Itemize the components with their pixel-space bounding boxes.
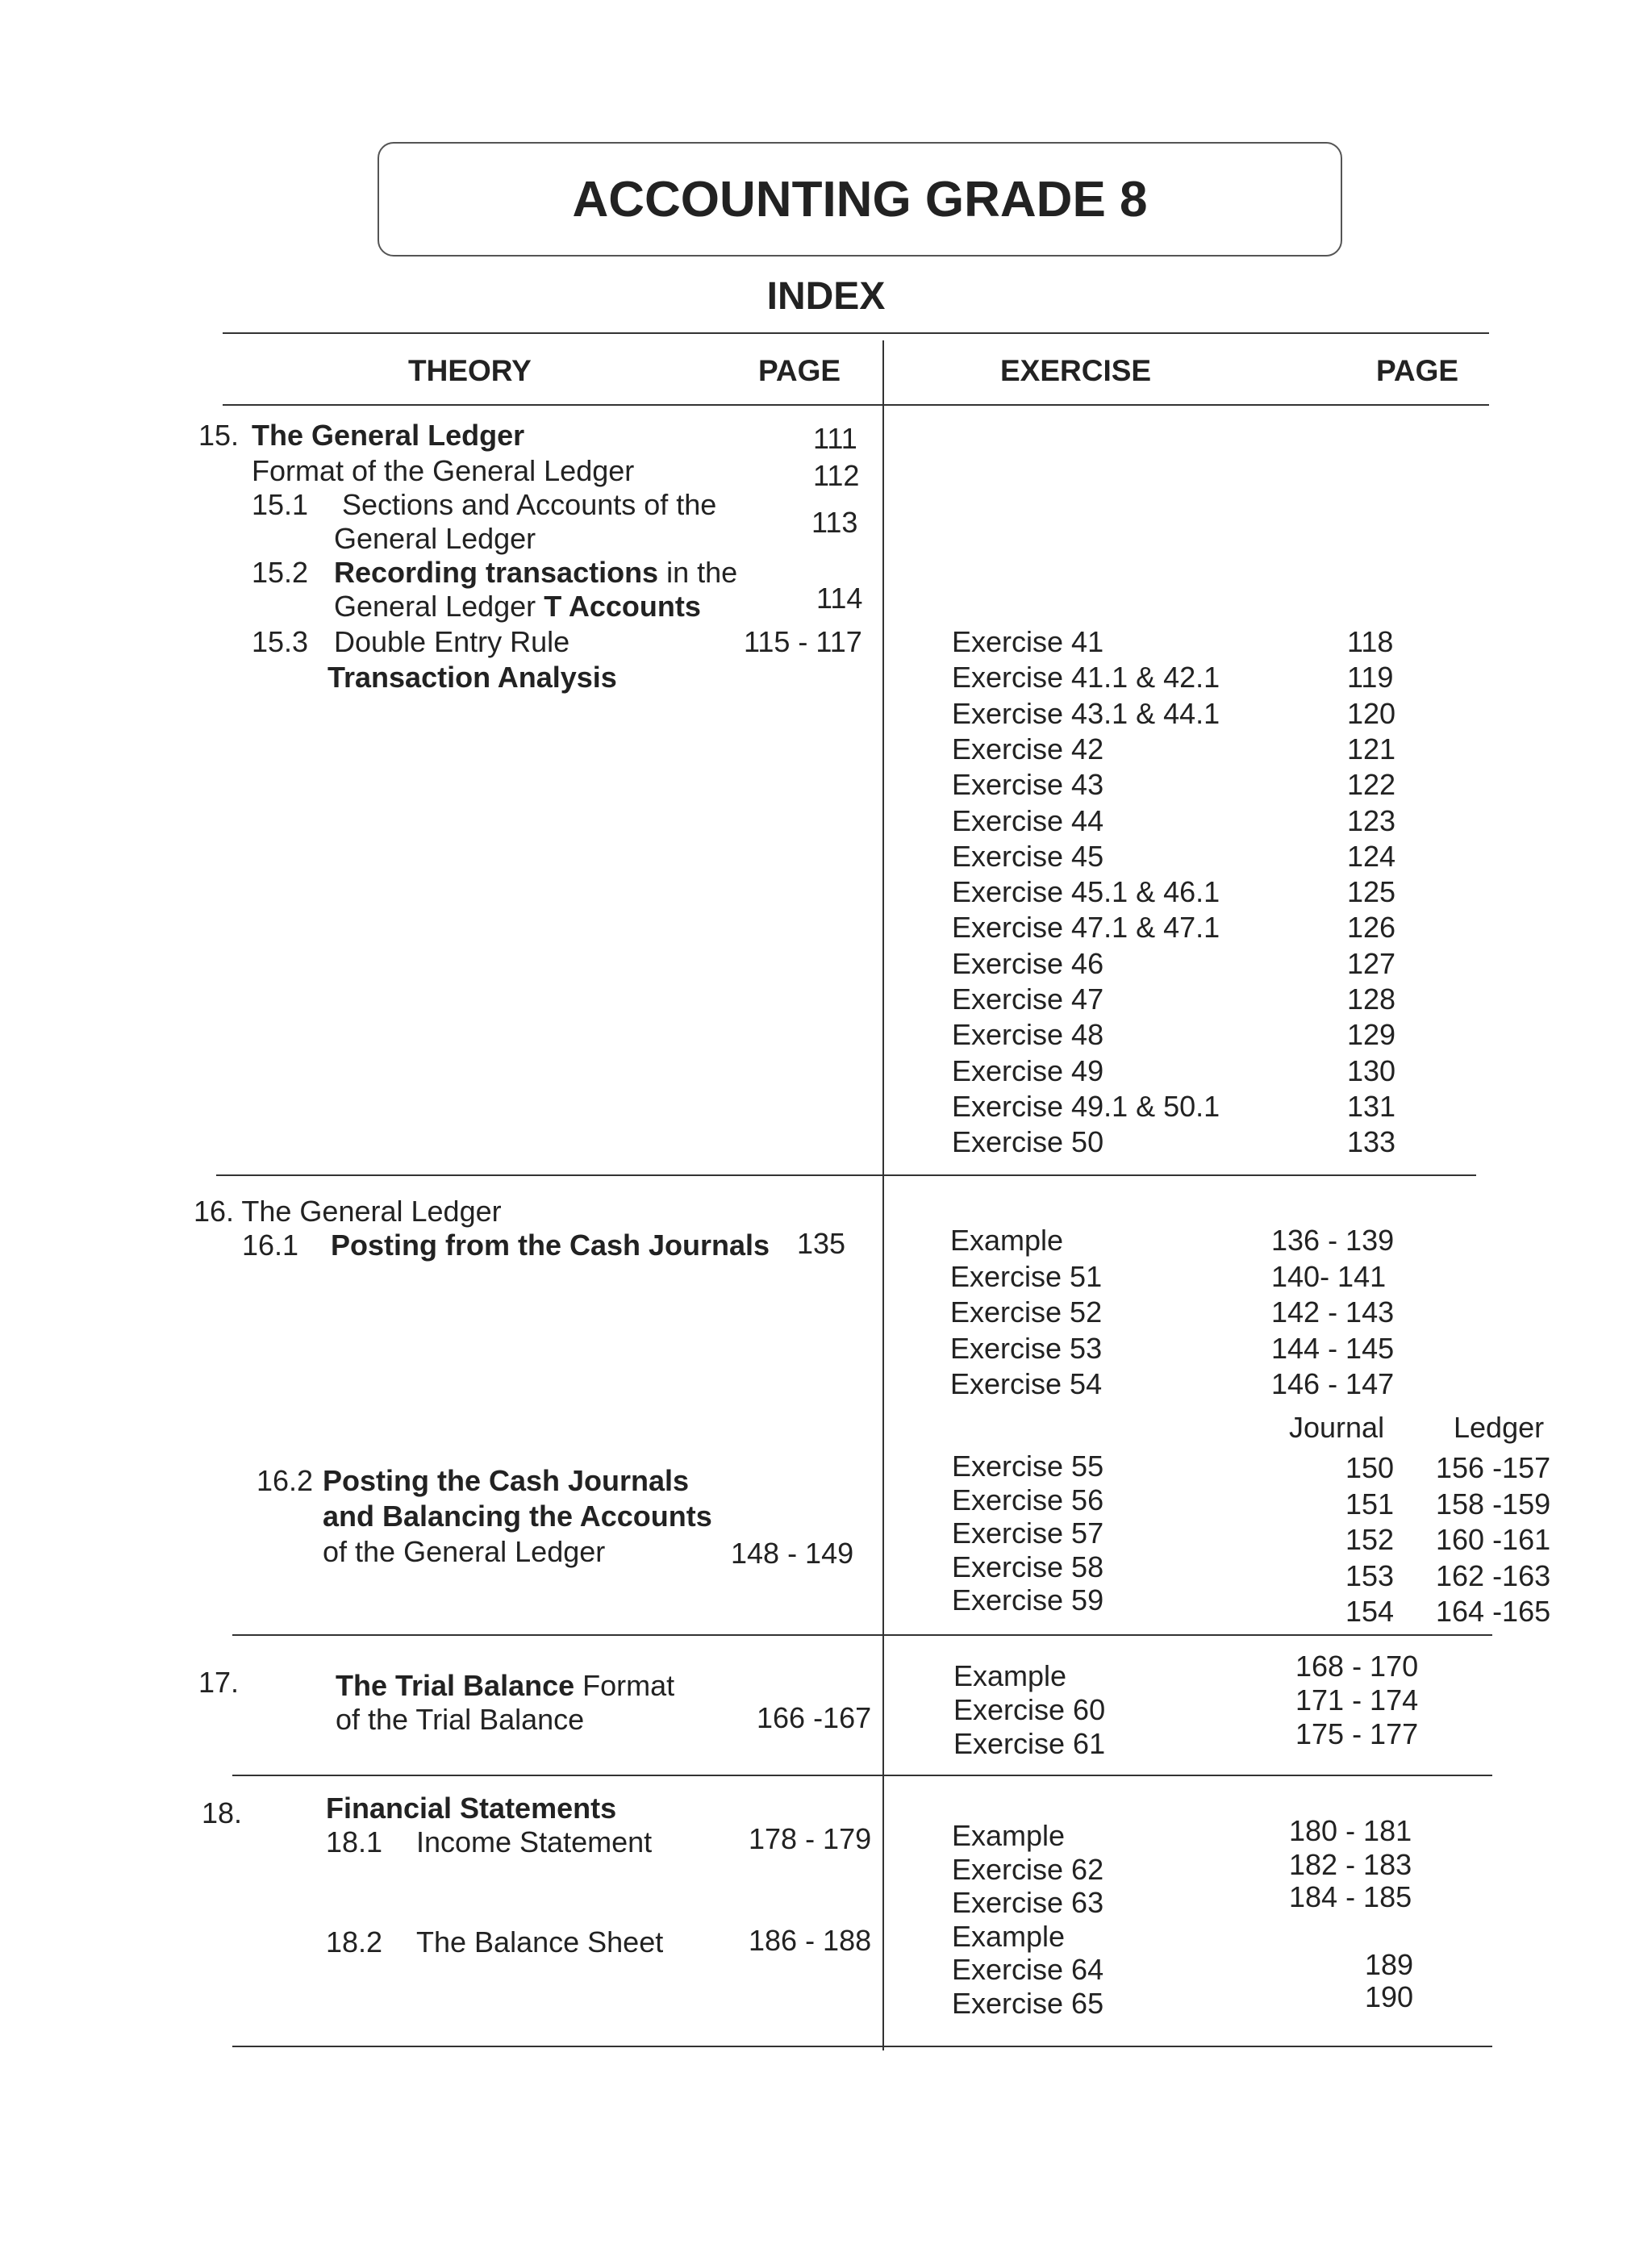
- exercise-name: Exercise 47: [952, 982, 1104, 1016]
- exercise-page: 127: [1347, 946, 1396, 980]
- exercise-name: Exercise 41: [952, 625, 1104, 658]
- exercise-name: Exercise 41.1 & 42.1: [952, 661, 1220, 695]
- section-17-line-1-rest: Format: [574, 1669, 675, 1702]
- section-15-number: 15.: [198, 419, 240, 452]
- exercise-page: 129: [1347, 1018, 1396, 1052]
- exercise-page: 144 - 145: [1271, 1331, 1395, 1365]
- exercise-name: Example: [952, 1819, 1066, 1852]
- exercise-name: Exercise 62: [952, 1852, 1104, 1886]
- exercise-name: Exercise 43: [952, 768, 1104, 802]
- section-16-2-line-1: Posting the Cash Journals: [323, 1464, 690, 1497]
- exercise-name: Example: [950, 1224, 1064, 1257]
- index-heading: INDEX: [766, 275, 886, 318]
- section-15-1-number: 15.1: [252, 488, 309, 521]
- section-16-2-line-3: of the General Ledger: [323, 1535, 606, 1568]
- section-16-2-number: 16.2: [257, 1464, 314, 1497]
- section-15-1-page: 113: [811, 506, 858, 539]
- section-16-2-page: 148 - 149: [731, 1537, 854, 1570]
- section-18-title: Financial Statements: [326, 1792, 617, 1825]
- exercise-name: Exercise 65: [952, 1986, 1104, 2020]
- exercise-name: Exercise 52: [950, 1295, 1103, 1329]
- exercise-ledger-page: 164 -165: [1436, 1595, 1551, 1628]
- section-17-number: 17.: [198, 1666, 240, 1699]
- section-18-1-number: 18.1: [326, 1825, 383, 1858]
- section-15-title-page: 111: [813, 422, 857, 455]
- exercise-page: 190: [1365, 1980, 1414, 2013]
- exercise-page: 120: [1347, 696, 1396, 730]
- section-18-2-title: The Balance Sheet: [416, 1925, 664, 1959]
- section-15-2-page: 114: [816, 582, 863, 615]
- exercise-name: Exercise 49.1 & 50.1: [952, 1089, 1220, 1123]
- section-18-2-page: 186 - 188: [749, 1924, 872, 1957]
- section-15-rule: [216, 1174, 1476, 1176]
- exercise-name: Exercise 46: [952, 946, 1104, 980]
- section-18-number: 18.: [202, 1796, 243, 1829]
- exercise-page: 123: [1347, 803, 1396, 837]
- section-15-2-line-1-rest: in the: [658, 556, 738, 589]
- exercise-name: Exercise 57: [952, 1516, 1104, 1550]
- exercise-page: 168 - 170: [1295, 1650, 1419, 1683]
- exercise-name: Exercise 55: [952, 1450, 1104, 1483]
- exercise-ledger-page: 162 -163: [1436, 1558, 1551, 1592]
- exercise-page: 130: [1347, 1053, 1396, 1087]
- header-page-2: PAGE: [1376, 354, 1459, 387]
- exercise-page: 133: [1347, 1125, 1396, 1159]
- exercise-ledger-page: 158 -159: [1436, 1487, 1551, 1521]
- ledger-column-label: Ledger: [1454, 1411, 1545, 1444]
- exercise-name: Exercise 44: [952, 803, 1104, 837]
- exercise-name: Exercise 59: [952, 1583, 1104, 1616]
- exercise-page: 136 - 139: [1271, 1224, 1395, 1257]
- exercise-page: 121: [1347, 732, 1396, 765]
- exercise-name: Exercise 43.1 & 44.1: [952, 696, 1220, 730]
- section-16-2-line-2: and Balancing the Accounts: [323, 1500, 712, 1533]
- exercise-name: Example: [952, 1919, 1066, 1953]
- document-title: ACCOUNTING GRADE 8: [572, 171, 1148, 227]
- section-16-1-number: 16.1: [242, 1229, 299, 1262]
- section-18-2-number: 18.2: [326, 1925, 383, 1959]
- exercise-journal-page: 152: [1345, 1523, 1395, 1556]
- section-15-3-line-1: Double Entry Rule: [334, 625, 570, 658]
- exercise-page: 128: [1347, 982, 1396, 1016]
- section-15-2-number: 15.2: [252, 556, 309, 589]
- table-bottom-rule: [232, 2046, 1492, 2047]
- exercise-page: 131: [1347, 1089, 1396, 1123]
- header-bottom-rule: [223, 404, 1489, 406]
- exercise-page: 189: [1365, 1948, 1414, 1981]
- exercise-page: 118: [1347, 625, 1394, 658]
- title-box: [378, 142, 1342, 257]
- section-15-title: The General Ledger: [252, 419, 525, 452]
- exercise-page: 124: [1347, 839, 1396, 873]
- exercise-page: 126: [1347, 911, 1396, 945]
- exercise-page: 175 - 177: [1295, 1717, 1419, 1750]
- section-15-2-line-1: [334, 555, 737, 590]
- journal-column-label: Journal: [1289, 1411, 1385, 1444]
- section-17-line-1-bold: The Trial Balance: [336, 1669, 575, 1702]
- exercise-name: Exercise 48: [952, 1018, 1104, 1052]
- exercise-journal-page: 150: [1345, 1451, 1395, 1484]
- section-15-2-line-2-start: General Ledger: [334, 590, 544, 623]
- exercise-name: Example: [953, 1659, 1067, 1692]
- exercise-page: 171 - 174: [1295, 1683, 1419, 1717]
- exercise-name: Exercise 61: [953, 1727, 1106, 1760]
- section-15-2-line-2: [334, 589, 701, 624]
- exercise-name: Exercise 58: [952, 1550, 1104, 1583]
- exercise-page: 184 - 185: [1289, 1880, 1412, 1913]
- column-divider: [882, 340, 884, 2050]
- exercise-journal-page: 151: [1345, 1487, 1395, 1521]
- exercise-journal-page: 153: [1345, 1558, 1395, 1592]
- section-18-1-page: 178 - 179: [749, 1822, 872, 1855]
- section-15-3-line-2: Transaction Analysis: [327, 661, 617, 694]
- exercise-ledger-page: 156 -157: [1436, 1451, 1551, 1484]
- section-18-1-title: Income Statement: [416, 1825, 653, 1858]
- exercise-name: Exercise 63: [952, 1886, 1104, 1919]
- exercise-name: Exercise 42: [952, 732, 1104, 765]
- exercise-page: 180 - 181: [1289, 1814, 1412, 1847]
- section-15-2-line-1-bold: Recording transactions: [334, 556, 659, 589]
- section-15-format-page: 112: [813, 459, 860, 492]
- table-top-rule: [223, 332, 1489, 334]
- exercise-page: 119: [1347, 661, 1394, 695]
- section-17-line-2: of the Trial Balance: [336, 1703, 585, 1736]
- section-15-2-line-2-bold: T Accounts: [544, 590, 701, 623]
- section-15-1-line-2: General Ledger: [334, 522, 536, 555]
- exercise-name: Exercise 56: [952, 1483, 1104, 1516]
- section-16-heading: 16. The General Ledger: [194, 1195, 502, 1228]
- exercise-name: Exercise 51: [950, 1259, 1103, 1293]
- section-17-page: 166 -167: [757, 1701, 872, 1734]
- exercise-name: Exercise 60: [953, 1693, 1106, 1726]
- exercise-page: 125: [1347, 875, 1396, 909]
- section-16-rule: [232, 1634, 1492, 1636]
- exercise-name: Exercise 45: [952, 839, 1104, 873]
- header-exercise: EXERCISE: [1000, 354, 1152, 387]
- exercise-name: Exercise 45.1 & 46.1: [952, 875, 1220, 909]
- exercise-name: Exercise 53: [950, 1331, 1103, 1365]
- exercise-name: Exercise 54: [950, 1367, 1103, 1400]
- exercise-name: Exercise 49: [952, 1053, 1104, 1087]
- section-16-1-page: 135: [797, 1227, 846, 1260]
- exercise-page: 140- 141: [1271, 1259, 1387, 1293]
- section-17-rule: [232, 1775, 1492, 1776]
- section-16-1-title: Posting from the Cash Journals: [331, 1229, 770, 1262]
- section-15-1-line-1: Sections and Accounts of the: [342, 488, 717, 521]
- section-15-3-number: 15.3: [252, 625, 309, 658]
- exercise-name: Exercise 50: [952, 1125, 1104, 1159]
- header-page: PAGE: [758, 354, 841, 387]
- section-15-format: Format of the General Ledger: [252, 454, 635, 487]
- exercise-name: Exercise 64: [952, 1953, 1104, 1986]
- header-theory: THEORY: [408, 354, 532, 387]
- exercise-page: 146 - 147: [1271, 1367, 1395, 1400]
- section-17-line-1: [336, 1668, 674, 1704]
- exercise-page: 142 - 143: [1271, 1295, 1395, 1329]
- exercise-name: Exercise 47.1 & 47.1: [952, 911, 1220, 945]
- exercise-ledger-page: 160 -161: [1436, 1523, 1551, 1556]
- exercise-page: 122: [1347, 768, 1396, 802]
- exercise-page: 182 - 183: [1289, 1848, 1412, 1881]
- exercise-journal-page: 154: [1345, 1595, 1395, 1628]
- section-15-3-page: 115 - 117: [744, 625, 862, 658]
